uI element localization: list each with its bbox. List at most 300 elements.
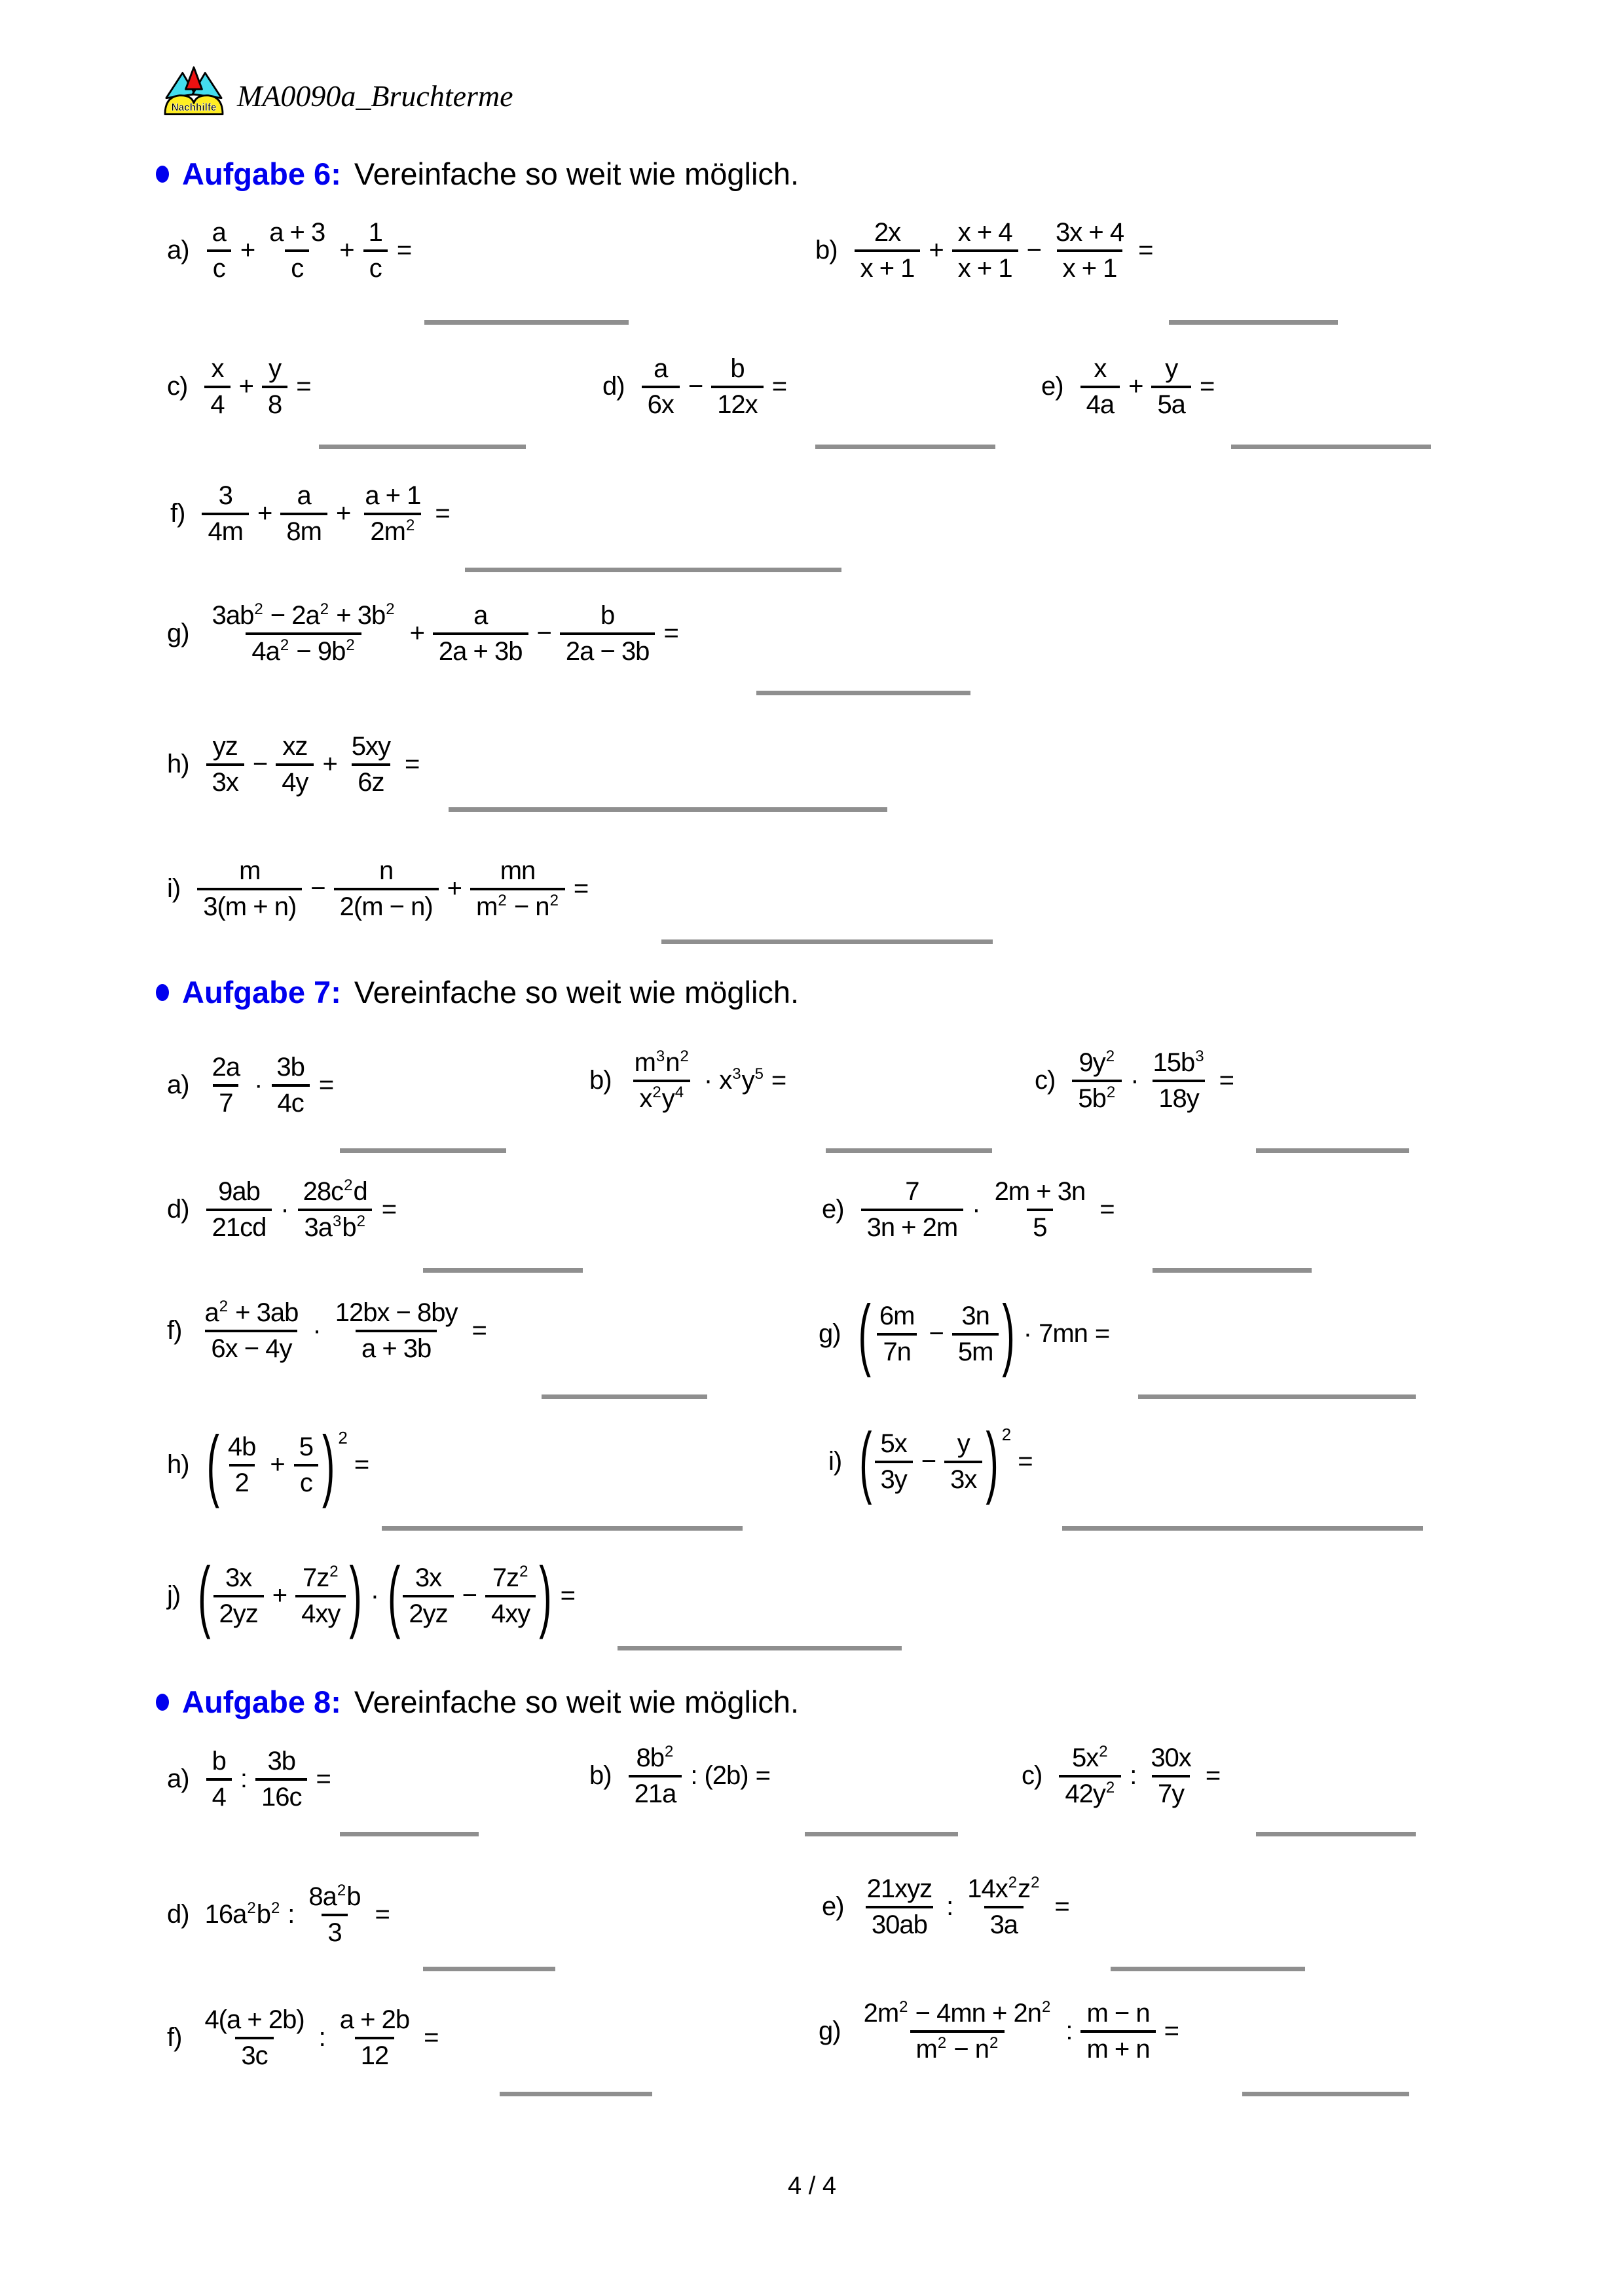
denominator: c: [294, 1464, 318, 1500]
problem-label: a): [167, 1764, 189, 1794]
problem-7h: [167, 1419, 376, 1509]
math-expression: [203, 352, 318, 422]
superscript: 2: [498, 891, 507, 909]
problem-label: a): [167, 236, 189, 265]
answer-line: [661, 939, 993, 944]
denominator: 7y: [1152, 1775, 1190, 1811]
fraction: [363, 216, 388, 285]
denominator: 3n + 2m: [861, 1209, 964, 1245]
operator: +: [322, 750, 337, 779]
fraction: [1080, 352, 1120, 422]
numerator: a + 2b: [339, 2005, 410, 2034]
math-expression: [205, 730, 427, 799]
problem-8f: [167, 2003, 445, 2073]
denominator: 6z: [352, 763, 390, 799]
operator: =: [771, 372, 787, 401]
denominator: 3y: [875, 1461, 913, 1497]
superscript: 2: [386, 600, 395, 618]
denominator: 8m: [280, 513, 327, 549]
operator: +: [270, 1450, 285, 1480]
operator: −: [252, 750, 268, 779]
operator: −: [462, 1581, 477, 1611]
operator: −: [1026, 236, 1041, 265]
numerator: $7z^2$: [302, 1563, 339, 1592]
problem-7c: [1035, 1046, 1241, 1116]
superscript: 2: [270, 1899, 280, 1918]
denominator: 3: [322, 1914, 347, 1950]
fraction: [204, 352, 230, 422]
close-paren: ): [539, 1550, 551, 1640]
fraction: [560, 599, 655, 668]
operator: =: [1018, 1447, 1033, 1476]
numerator: $14x^2z^2$: [967, 1874, 1040, 1903]
math-expression: [196, 1550, 582, 1640]
operator: :: [287, 1900, 295, 1929]
section-instruction: Vereinfache so weit wie möglich.: [354, 975, 800, 1010]
operator: =: [771, 1066, 786, 1095]
numerator: yz: [212, 732, 238, 761]
problem-label: e): [822, 1195, 844, 1224]
answer-line: [423, 1268, 583, 1273]
operator: =: [424, 2023, 439, 2052]
superscript: 3: [1195, 1048, 1204, 1065]
open-paren: (: [858, 1288, 870, 1378]
math-expression: [857, 1997, 1186, 2066]
fraction: [202, 479, 249, 549]
problem-label: c): [1022, 1761, 1043, 1791]
problem-6f: [170, 479, 457, 549]
operator: ·: [280, 1195, 289, 1224]
math-expression: [640, 352, 794, 422]
nachhilfe-logo: [162, 64, 225, 122]
fraction: [303, 1880, 366, 1950]
operator: :: [1130, 1761, 1137, 1791]
denominator: 3a: [984, 1906, 1024, 1942]
section-label: Aufgabe 7:: [182, 975, 341, 1010]
problem-7a: [167, 1051, 341, 1120]
math-expression: [860, 1872, 1077, 1942]
superscript: 3: [732, 1065, 741, 1084]
superscript: 2: [329, 1563, 339, 1580]
answer-line: [1153, 1268, 1312, 1273]
numerator: 3n: [961, 1302, 989, 1330]
denominator: a + 3b: [356, 1330, 437, 1366]
fraction: [255, 1745, 308, 1814]
superscript: 2: [254, 600, 263, 618]
numerator: a: [473, 601, 488, 630]
problem-label: f): [167, 2023, 182, 2052]
superscript: 2: [219, 1298, 229, 1315]
problem-7j: [167, 1550, 582, 1640]
answer-line: [618, 1646, 902, 1650]
numerator: $3ab^2 - 2a^2 + 3b^2$: [212, 600, 395, 630]
problem-7g: [819, 1288, 1116, 1378]
math-expression: [205, 1745, 338, 1814]
answer-line: [1231, 445, 1431, 449]
math-expression: [205, 1880, 397, 1950]
denominator: 3x: [944, 1461, 982, 1497]
denominator: 3c: [235, 2037, 273, 2073]
numerator: m − n: [1086, 1999, 1150, 2028]
denominator: 30ab: [866, 1906, 933, 1942]
problem-7i: [828, 1416, 1040, 1506]
open-paren: (: [859, 1416, 872, 1506]
fraction: [206, 599, 401, 668]
answer-line: [826, 1148, 992, 1153]
superscript: 2: [1042, 1998, 1051, 2016]
denominator: 4xy: [295, 1595, 346, 1631]
numerator: a + 3: [269, 218, 325, 247]
denominator: $x^2y^4$: [633, 1080, 690, 1116]
problem-label: f): [170, 499, 185, 528]
numerator: 3: [218, 481, 232, 510]
superscript: 3: [332, 1212, 342, 1230]
operator: :: [690, 1761, 697, 1791]
operator: +: [929, 236, 944, 265]
close-paren: ): [349, 1550, 361, 1640]
numerator: a: [297, 481, 311, 510]
fraction: [206, 730, 244, 799]
operator: =: [396, 236, 412, 265]
answer-line: [1256, 1832, 1416, 1836]
denominator: 16c: [255, 1778, 308, 1814]
denominator: 4: [204, 386, 230, 422]
paren-exponent: 2: [338, 1428, 347, 1448]
problem-label: g): [819, 1319, 841, 1349]
numerator: 6m: [879, 1302, 915, 1330]
fraction: [198, 1296, 304, 1366]
denominator: x + 1: [952, 249, 1018, 285]
fraction: [485, 1561, 536, 1631]
problem-label: i): [167, 874, 181, 903]
problem-8e: [822, 1872, 1077, 1942]
numerator: xz: [282, 732, 308, 761]
operator: −: [688, 372, 703, 401]
denominator: 4a: [1080, 386, 1120, 422]
denominator: 4c: [272, 1084, 310, 1120]
fraction: [642, 352, 680, 422]
operator: =: [296, 372, 311, 401]
superscript: 2: [680, 1048, 689, 1065]
problem-7f: [167, 1296, 494, 1366]
superscript: 2: [937, 2033, 947, 2052]
numerator: 3b: [267, 1747, 295, 1776]
fraction: [334, 854, 439, 924]
numerator: 5xy: [351, 732, 391, 761]
numerator: $9y^2$: [1079, 1048, 1115, 1077]
math-text: $16a^2b^2$: [204, 1899, 280, 1929]
denominator: 2yz: [213, 1595, 264, 1631]
problem-6c: [167, 352, 318, 422]
denominator: $42y^2$: [1059, 1775, 1121, 1811]
fraction: [206, 1051, 246, 1120]
operator: −: [310, 874, 325, 903]
math-expression: [627, 1741, 777, 1811]
section-instruction: Vereinfache so weit wie möglich.: [354, 156, 800, 191]
numerator: x: [211, 354, 224, 383]
superscript: 3: [655, 1048, 665, 1065]
numerator: $15b^3$: [1153, 1048, 1204, 1077]
problem-label: b): [815, 236, 838, 265]
denominator: 4xy: [485, 1595, 536, 1631]
fraction: [334, 2003, 415, 2073]
fraction: [198, 2003, 310, 2073]
fraction: [858, 1997, 1058, 2066]
answer-line: [815, 445, 995, 449]
numerator: 12bx − 8by: [335, 1298, 458, 1327]
operator: =: [471, 1316, 487, 1345]
close-paren: ): [322, 1419, 335, 1509]
fraction: [952, 216, 1018, 285]
problem-label: d): [167, 1195, 189, 1224]
numerator: a: [212, 218, 226, 247]
operator: ·: [370, 1581, 379, 1611]
document-title: MA0090a_Bruchterme: [237, 79, 513, 113]
problem-label: g): [819, 2016, 841, 2046]
fraction: [1059, 1741, 1121, 1811]
superscript: 2: [320, 600, 329, 618]
superscript: 2: [346, 636, 355, 654]
numerator: 1: [368, 218, 382, 247]
fraction: [270, 1051, 310, 1120]
math-expression: [1079, 352, 1222, 422]
math-expression: [197, 2003, 445, 2073]
problem-6b: [815, 216, 1160, 285]
operator: +: [447, 874, 462, 903]
math-text: 7mn: [1039, 1319, 1088, 1349]
denominator: 21a: [629, 1775, 682, 1811]
fraction: [711, 352, 764, 422]
superscript: 2: [1105, 1778, 1115, 1796]
fraction: [861, 1872, 938, 1942]
problem-6h: [167, 730, 426, 799]
superscript: 2: [899, 1998, 908, 2016]
math-expression: [860, 1175, 1122, 1245]
fraction: [346, 730, 396, 799]
answer-line: [340, 1148, 506, 1153]
problem-label: i): [828, 1447, 842, 1476]
denominator: 21cd: [206, 1209, 272, 1245]
operator: ·: [312, 1316, 321, 1345]
operator: ·: [972, 1195, 980, 1224]
answer-line: [1111, 1967, 1305, 1971]
operator: +: [240, 236, 255, 265]
denominator: x + 1: [855, 249, 921, 285]
fraction: [952, 1300, 999, 1369]
answer-line: [340, 1832, 479, 1836]
problem-7d: [167, 1175, 403, 1245]
fraction: [861, 1175, 964, 1245]
operator: =: [316, 1764, 331, 1794]
fraction: [1151, 352, 1191, 422]
denominator: 3x: [206, 763, 244, 799]
numerator: 4b: [227, 1432, 256, 1461]
fraction: [1145, 1741, 1197, 1811]
answer-line: [1062, 1526, 1423, 1531]
operator: =: [1054, 1892, 1069, 1922]
denominator: 2yz: [403, 1595, 453, 1631]
numerator: 21xyz: [866, 1874, 932, 1903]
section-label: Aufgabe 8:: [182, 1685, 341, 1719]
close-paren: ): [1002, 1288, 1014, 1378]
answer-line: [465, 568, 841, 572]
fraction: [875, 1427, 913, 1497]
denominator: 12: [355, 2037, 395, 2073]
denominator: $m^2 - n^2$: [910, 2030, 1005, 2066]
denominator: m + n: [1080, 2030, 1155, 2066]
numerator: 5: [299, 1432, 314, 1461]
numerator: y: [1165, 354, 1178, 383]
operator: =: [663, 619, 678, 648]
math-expression: [205, 1051, 341, 1120]
open-paren: (: [206, 1419, 219, 1509]
close-paren: ): [986, 1416, 998, 1506]
operator: −: [929, 1319, 944, 1349]
math-expression: [1071, 1046, 1241, 1116]
fraction: [470, 854, 565, 924]
fraction: [1072, 1046, 1122, 1116]
denominator: 5m: [952, 1333, 999, 1369]
numerator: $7z^2$: [492, 1563, 528, 1592]
math-text: (2b): [704, 1761, 748, 1791]
fraction: [629, 1046, 695, 1116]
numerator: m: [239, 856, 261, 885]
logo-text: Nachhilfe: [171, 101, 217, 113]
fraction: [206, 1175, 272, 1245]
operator: ·: [1130, 1066, 1139, 1095]
denominator: 5a: [1151, 386, 1191, 422]
numerator: a + 1: [365, 481, 421, 510]
numerator: 7: [905, 1177, 919, 1206]
superscript: 2: [549, 891, 559, 909]
fraction: [403, 1561, 453, 1631]
operator: =: [1199, 372, 1215, 401]
denominator: 7n: [877, 1333, 917, 1369]
operator: +: [272, 1581, 287, 1611]
operator: +: [339, 236, 354, 265]
section-heading: [156, 974, 799, 1010]
logo-red-peak: [186, 67, 202, 89]
problem-6d: [602, 352, 794, 422]
numerator: 3x + 4: [1055, 218, 1124, 247]
problem-label: f): [167, 1316, 182, 1345]
numerator: x: [1094, 354, 1107, 383]
superscript: 2: [1099, 1743, 1108, 1760]
denominator: 2a + 3b: [433, 632, 528, 668]
section-heading: [156, 156, 799, 192]
denominator: 6x: [642, 386, 680, 422]
math-expression: [205, 216, 419, 285]
superscript: 2: [989, 2033, 999, 2052]
fraction: [197, 854, 302, 924]
answer-line: [1256, 1148, 1409, 1153]
numerator: 30x: [1151, 1743, 1191, 1772]
paren-exponent: 2: [1001, 1425, 1011, 1444]
numerator: b: [730, 354, 745, 383]
superscript: 2: [280, 636, 289, 654]
operator: =: [375, 1900, 390, 1929]
fraction: [629, 1741, 682, 1811]
denominator: 7: [213, 1084, 238, 1120]
problem-label: e): [1041, 372, 1063, 401]
numerator: $28c^2d$: [303, 1176, 367, 1206]
math-expression: [853, 216, 1160, 285]
numerator: $8b^2$: [636, 1743, 674, 1772]
numerator: y: [957, 1429, 970, 1458]
math-expression: [857, 1416, 1039, 1506]
superscript: 2: [519, 1563, 528, 1580]
numerator: y: [268, 354, 282, 383]
numerator: $5x^2$: [1071, 1743, 1108, 1772]
math-expression: [205, 599, 686, 668]
fraction: [1147, 1046, 1211, 1116]
problem-label: h): [167, 750, 189, 779]
answer-line: [449, 807, 887, 812]
superscript: 2: [337, 1882, 346, 1899]
page-number: 4 / 4: [788, 2172, 836, 2200]
operator: =: [1219, 1066, 1234, 1095]
denominator: 6x − 4y: [205, 1330, 297, 1366]
section-heading: [156, 1684, 799, 1720]
superscript: 2: [405, 516, 415, 534]
problem-6g: [167, 599, 686, 668]
problem-8c: [1022, 1741, 1227, 1811]
fraction: [295, 1561, 346, 1631]
operator: +: [257, 499, 272, 528]
problem-label: h): [167, 1450, 189, 1480]
superscript: 5: [754, 1065, 764, 1084]
fraction: [1050, 216, 1130, 285]
denominator: c: [285, 249, 309, 285]
operator: =: [1164, 2016, 1179, 2046]
fraction: [1080, 1997, 1155, 2066]
problem-label: c): [167, 372, 188, 401]
denominator: x + 1: [1057, 249, 1123, 285]
problem-label: d): [602, 372, 625, 401]
numerator: a: [654, 354, 668, 383]
problem-6i: [167, 854, 595, 924]
denominator: 4y: [276, 763, 314, 799]
open-paren: (: [198, 1550, 210, 1640]
superscript: 2: [356, 1212, 365, 1230]
operator: =: [1205, 1761, 1221, 1791]
fraction: [989, 1175, 1092, 1245]
numerator: 4(a + 2b): [204, 2005, 304, 2034]
numerator: 3b: [276, 1053, 304, 1082]
operator: ·: [703, 1066, 712, 1095]
answer-line: [423, 1967, 555, 1971]
fraction: [359, 479, 426, 549]
fraction: [944, 1427, 982, 1497]
denominator: c: [207, 249, 231, 285]
operator: =: [354, 1450, 369, 1480]
answer-line: [500, 2092, 652, 2096]
superscript: 2: [1008, 1874, 1018, 1891]
numerator: 3x: [225, 1563, 252, 1592]
fraction: [262, 352, 287, 422]
answer-line: [756, 691, 970, 695]
superscript: 4: [674, 1083, 684, 1101]
numerator: $2m^2 - 4mn + 2n^2$: [863, 1998, 1051, 2028]
numerator: 9ab: [218, 1177, 260, 1206]
section-label: Aufgabe 6:: [182, 156, 341, 191]
operator: :: [1065, 2016, 1073, 2046]
fraction: [874, 1300, 921, 1369]
operator: +: [238, 372, 253, 401]
denominator: $4a^2 - 9b^2$: [246, 632, 361, 668]
denominator: 3(m + n): [197, 888, 302, 924]
operator: =: [560, 1581, 575, 1611]
